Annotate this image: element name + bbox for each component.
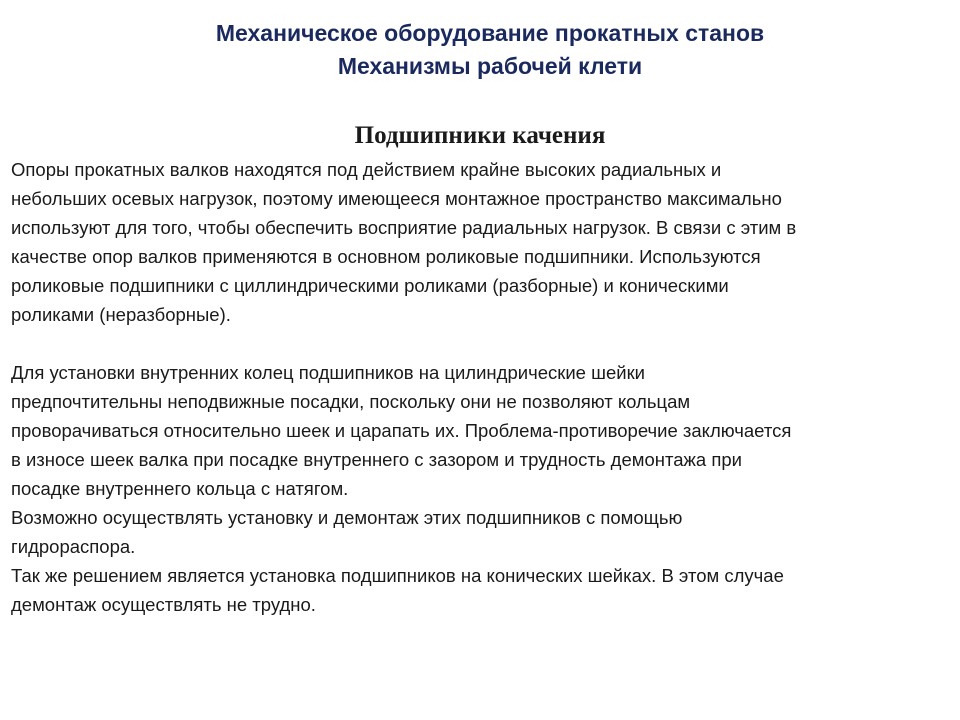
paragraph-gap <box>11 329 946 358</box>
text-line: роликами (неразборные). <box>11 304 231 325</box>
paragraph-1 <box>11 155 946 329</box>
title-line-1: Механическое оборудование прокатных станов <box>215 20 765 46</box>
section-heading: Подшипники качения <box>354 122 606 149</box>
text-line: небольших осевых нагрузок, поэтому имеющееся монтажное пространство максимально <box>11 188 782 209</box>
paragraph-3 <box>11 503 946 561</box>
paragraph-2 <box>11 358 946 503</box>
title-line-2: Механизмы рабочей клети <box>337 53 643 79</box>
text-line: проворачиваться относительно шеек и царапать их. Проблема-противоречие заключается <box>11 420 792 441</box>
text-line: роликовые подшипники с циллиндрическими роликами (разборные) и коническими <box>11 275 729 296</box>
text-line: Так же решением является установка подшипников на конических шейках. В этом случае <box>11 565 784 586</box>
paragraph-4 <box>11 561 946 619</box>
text-line: в износе шеек валка при посадке внутреннего с зазором и трудность демонтажа при <box>11 449 742 470</box>
text-line: Возможно осуществлять установку и демонтаж этих подшипников с помощью <box>11 507 683 528</box>
text-line: Для установки внутренних колец подшипников на цилиндрические шейки <box>11 362 645 383</box>
text-line: качестве опор валков применяются в основном роликовые подшипники. Используются <box>11 246 761 267</box>
body-text <box>11 155 946 619</box>
text-line: Опоры прокатных валков находятся под действием крайне высоких радиальных и <box>11 159 722 180</box>
text-line: демонтаж осуществлять не трудно. <box>11 594 316 615</box>
slide-title <box>0 17 960 83</box>
text-line: гидрораспора. <box>11 536 136 557</box>
text-line: предпочтительны неподвижные посадки, поскольку они не позволяют кольцам <box>11 391 691 412</box>
text-line: используют для того, чтобы обеспечить восприятие радиальных нагрузок. В связи с этим в <box>11 217 797 238</box>
text-line: посадке внутреннего кольца с натягом. <box>11 478 349 499</box>
